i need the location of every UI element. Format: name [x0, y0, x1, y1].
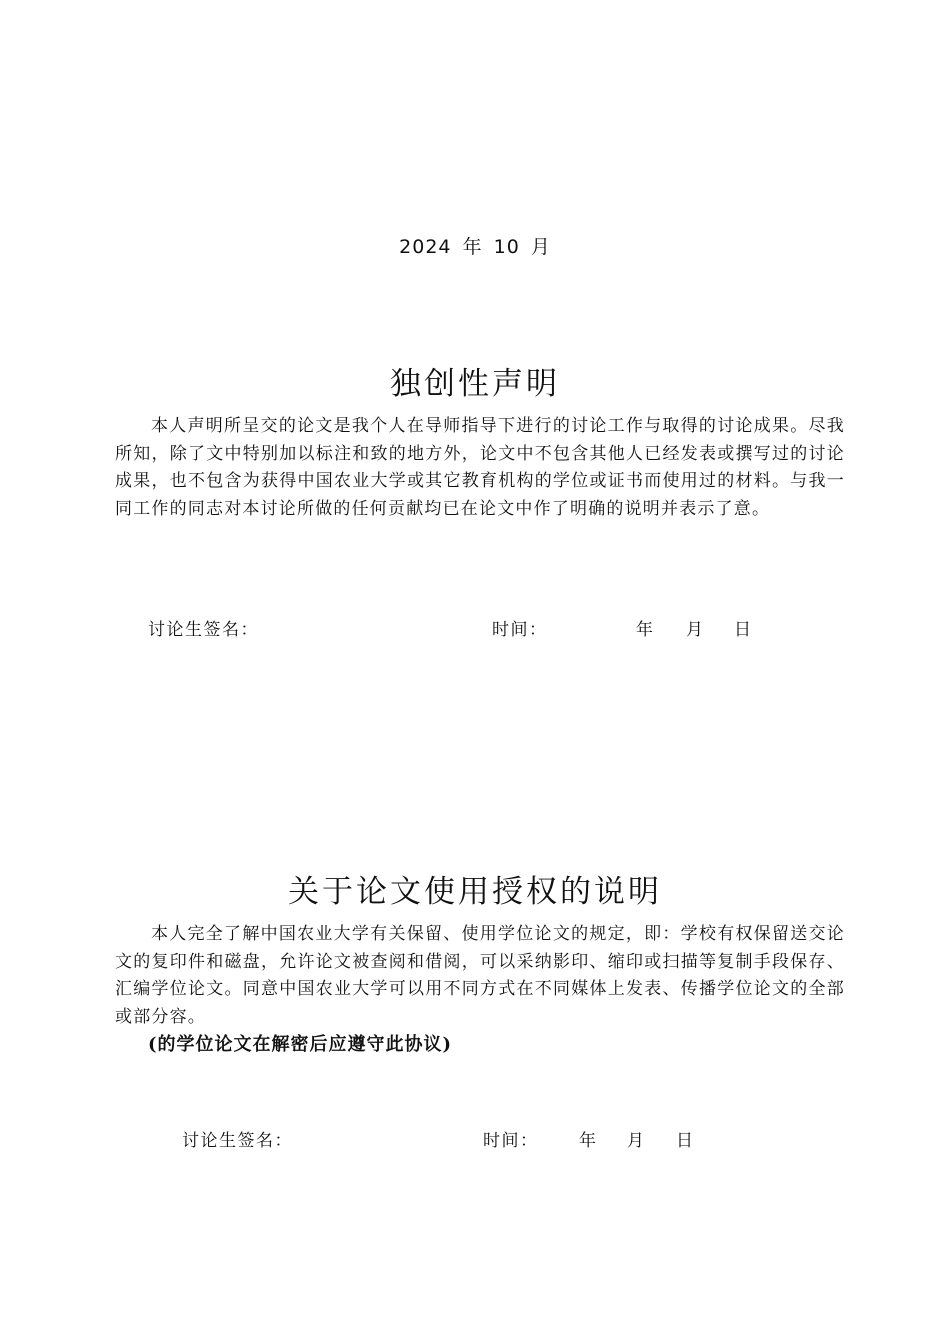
originality-month-label: 月 — [686, 620, 705, 640]
originality-signature-label: 讨论生签名： — [148, 620, 259, 640]
authorization-title: 关于论文使用授权的说明 — [288, 874, 662, 910]
authorization-note: (的学位论文在解密后应遵守此协议) — [148, 1034, 453, 1055]
authorization-year-label: 年 — [579, 1131, 598, 1151]
originality-time-label: 时间： — [492, 620, 548, 640]
originality-body: 本人声明所呈交的论文是我个人在导师指导下进行的讨论工作与取得的讨论成果。尽我所知，除了文中特别加以标注和致的地方外，论文中不包含其他人已经发表或撰写过的讨论成果，也不包含为获得中国农业大学或其它教育机构的学位或证书而使用过的材料。与我一同工作的同志对本讨论所做的任何贡献均已在论文中作了明确的说明并表示了意。 — [115, 416, 845, 519]
originality-day-label: 日 — [734, 620, 753, 640]
authorization-day-label: 日 — [676, 1131, 695, 1151]
authorization-body: 本人完全了解中国农业大学有关保留、使用学位论文的规定，即：学校有权保留送交论文的复印件和磁盘，允许论文被查阅和借阅，可以采纳影印、缩印或扫描等复制手段保存、汇编学位论文。同意中国农业大学可以用不同方式在不同媒体上发表、传播学位论文的全部或部分容。 — [115, 924, 845, 1027]
authorization-signature-label: 讨论生签名： — [182, 1131, 293, 1151]
document-date: 2024 年 10 月 — [399, 236, 551, 258]
authorization-month-label: 月 — [627, 1131, 646, 1151]
originality-title: 独创性声明 — [390, 366, 560, 402]
authorization-time-label: 时间： — [483, 1131, 539, 1151]
originality-year-label: 年 — [636, 620, 655, 640]
